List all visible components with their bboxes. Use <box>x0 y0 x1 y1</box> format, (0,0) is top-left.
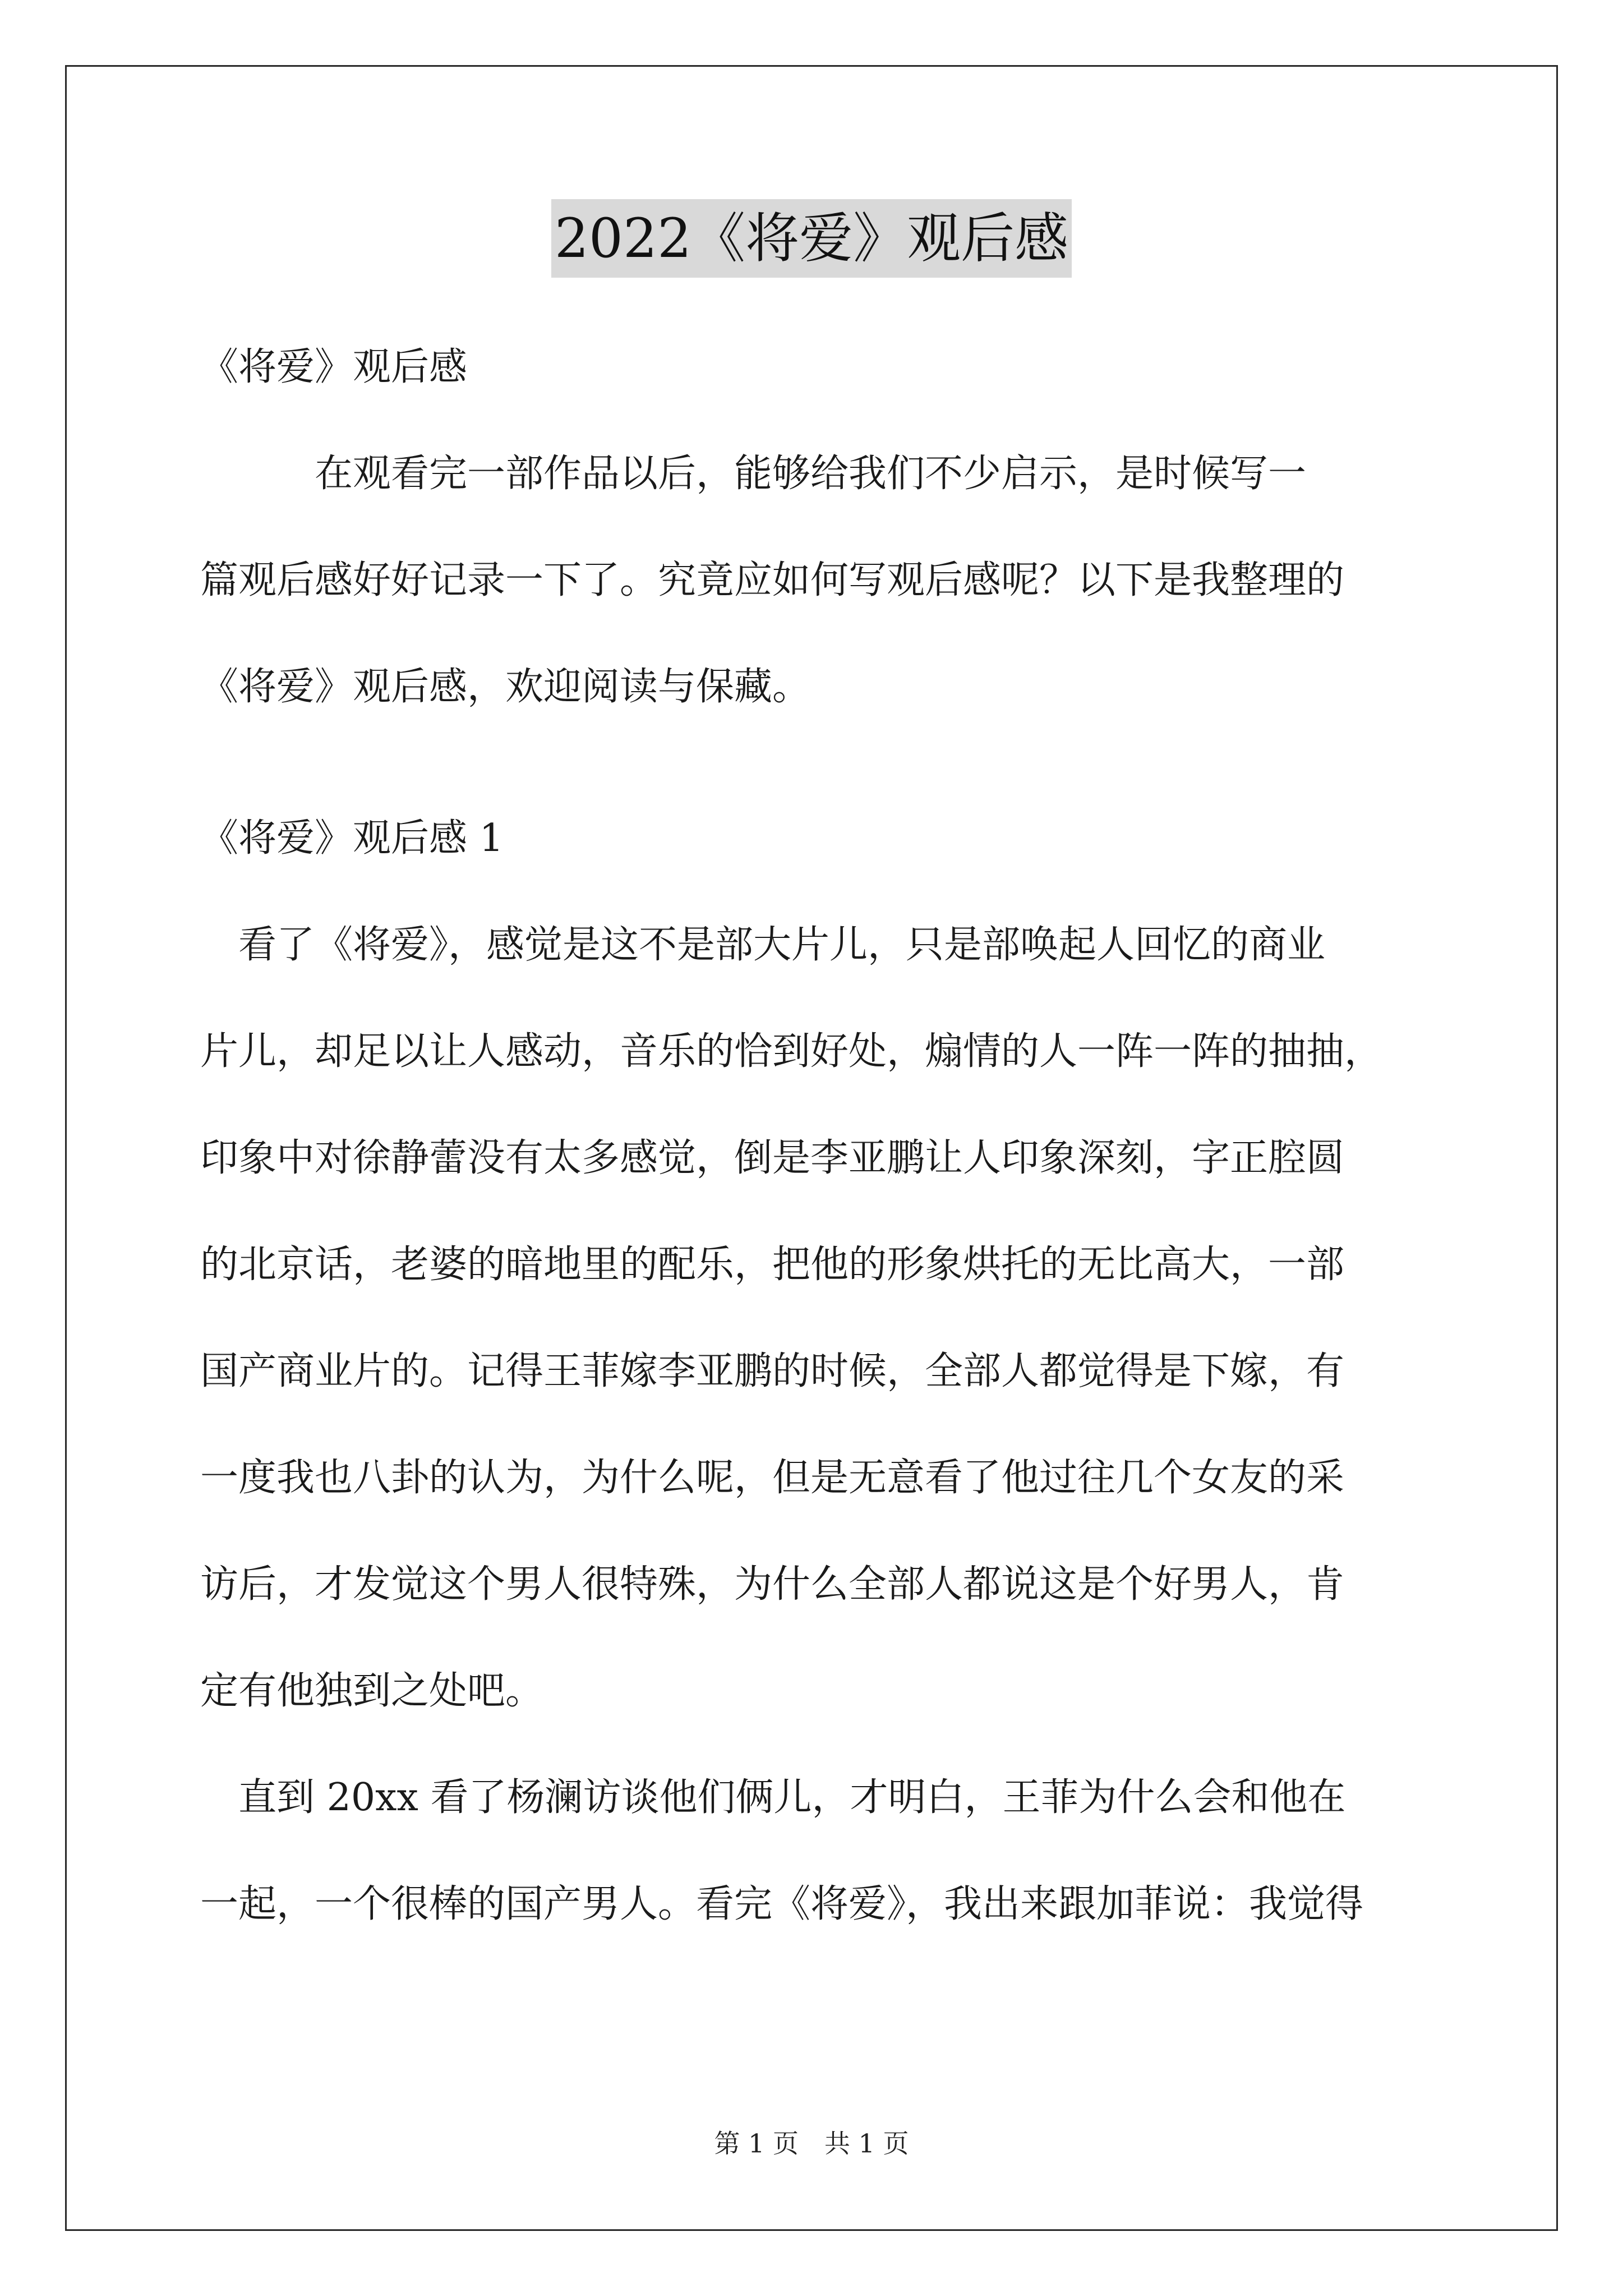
title-container <box>0 199 1623 278</box>
paragraph-line: 访后，才发觉这个男人很特殊，为什么全部人都说这是个好男人，肯 <box>200 1562 1345 1607</box>
document-title: 2022《将爱》观后感 <box>551 199 1072 278</box>
paragraph-line: 一度我也八卦的认为，为什么呢，但是无意看了他过往几个女友的采 <box>200 1456 1345 1500</box>
intro-line: 《将爱》观后感，欢迎阅读与保藏。 <box>200 665 811 709</box>
paragraph-line: 看了《将爱》，感觉是这不是部大片儿，只是部唤起人回忆的商业 <box>200 923 1326 967</box>
paragraph-line: 的北京话，老婆的暗地里的配乐，把他的形象烘托的无比高大，一部 <box>200 1243 1345 1287</box>
page-footer: 第 1 页 共 1 页 <box>714 2128 909 2159</box>
paragraph-line: 国产商业片的。记得王菲嫁李亚鹏的时候，全部人都觉得是下嫁，有 <box>200 1349 1345 1393</box>
intro-line: 在观看完一部作品以后，能够给我们不少启示，是时候写一 <box>200 452 1307 496</box>
paragraph-line: 定有他独到之处吧。 <box>200 1669 544 1713</box>
section-heading: 《将爱》观后感 1 <box>200 816 504 861</box>
paragraph-line: 印象中对徐静蕾没有太多感觉，倒是李亚鹏让人印象深刻，字正腔圆 <box>200 1136 1345 1180</box>
subtitle: 《将爱》观后感 <box>200 345 468 389</box>
intro-line: 篇观后感好好记录一下了。究竟应如何写观后感呢？以下是我整理的 <box>200 558 1345 602</box>
paragraph-line: 片儿，却足以让人感动，音乐的恰到好处，煽情的人一阵一阵的抽抽， <box>200 1029 1383 1074</box>
document-body <box>200 314 1434 1958</box>
paragraph-line: 一起，一个很棒的国产男人。看完《将爱》，我出来跟加菲说：我觉得 <box>200 1882 1364 1926</box>
paragraph-line: 直到 20xx 看了杨澜访谈他们俩儿，才明白，王菲为什么会和他在 <box>200 1775 1346 1820</box>
